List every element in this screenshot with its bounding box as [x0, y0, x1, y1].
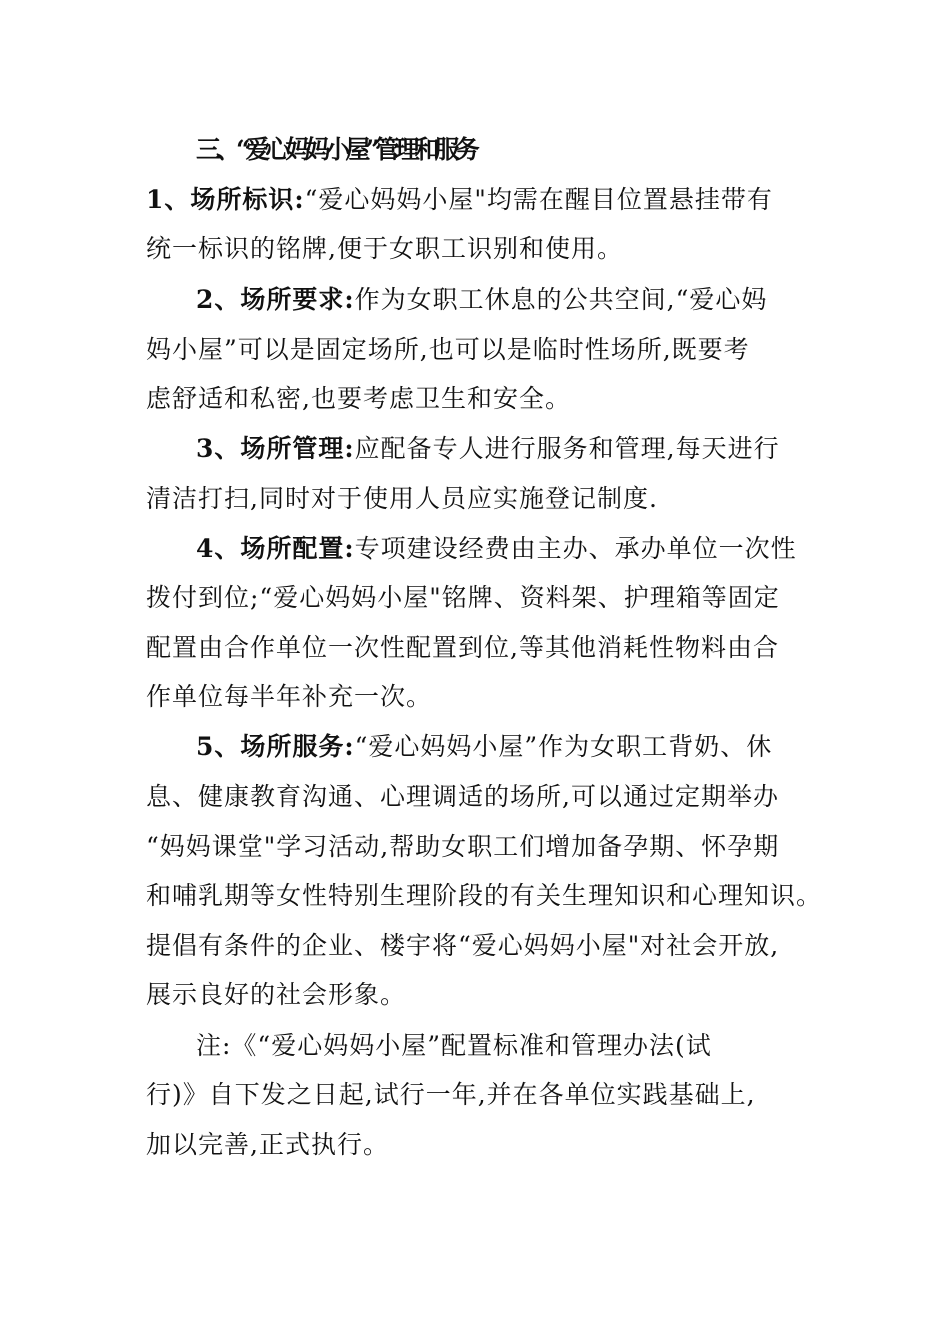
- s2-line-3: 虑舒适和私密,也要考虑卫生和安全。: [146, 384, 571, 413]
- s4-line-4: 作单位每半年补充一次。: [146, 682, 433, 711]
- s1-text-1: “爱心妈妈小屋"均需在醒目位置悬挂带有: [304, 185, 773, 214]
- s5-label: 5、场所服务:: [196, 732, 355, 761]
- s3-label: 3、场所管理:: [196, 434, 355, 463]
- s5-line-1: [196, 729, 826, 765]
- s5-line-2: 息、健康教育沟通、心理调适的场所,可以通过定期举办: [146, 782, 779, 811]
- s4-text-1: 专项建设经费由主办、承办单位一次性: [354, 534, 797, 563]
- section-heading: 三、“爱心妈妈小屋”管理和服务: [196, 135, 475, 164]
- s1-line-1: [146, 182, 826, 218]
- note-line-1: 注:《“爱心妈妈小屋”配置标准和管理办法(试: [196, 1031, 712, 1060]
- s3-text-1: 应配备专人进行服务和管理,每天进行: [354, 434, 780, 463]
- note-line-2: 行)》自下发之日起,试行一年,并在各单位实践基础上,: [146, 1080, 756, 1109]
- s1-label: 1、场所标识:: [146, 185, 305, 214]
- note-line-3: 加以完善,正式执行。: [146, 1130, 389, 1159]
- s5-line-3: “妈妈课堂"学习活动,帮助女职工们增加备孕期、怀孕期: [146, 832, 780, 861]
- s4-label: 4、场所配置:: [196, 534, 355, 563]
- s4-line-3: 配置由合作单位一次性配置到位,等其他消耗性物料由合: [146, 633, 779, 662]
- s2-label: 2、场所要求:: [196, 285, 355, 314]
- s5-line-4: 和哺乳期等女性特别生理阶段的有关生理知识和心理知识。: [146, 881, 823, 910]
- s5-text-1: “爱心妈妈小屋”作为女职工背奶、休: [354, 732, 773, 761]
- s4-line-2: 拨付到位;“爱心妈妈小屋"铭牌、资料架、护理箱等固定: [146, 583, 780, 612]
- s5-line-5: 提倡有条件的企业、楼宇将“爱心妈妈小屋"对社会开放,: [146, 931, 780, 960]
- s2-line-2: 妈小屋”可以是固定场所,也可以是临时性场所,既要考: [146, 335, 750, 364]
- s3-line-2: 清洁打扫,同时对于使用人员应实施登记制度.: [146, 484, 658, 513]
- s1-line-2: 统一标识的铭牌,便于女职工识别和使用。: [146, 234, 623, 263]
- s2-line-1: [196, 282, 826, 318]
- s2-text-1: 作为女职工休息的公共空间,“爱心妈: [354, 285, 768, 314]
- s3-line-1: [196, 431, 826, 467]
- s4-line-1: [196, 531, 826, 567]
- s5-line-6: 展示良好的社会形象。: [146, 980, 407, 1009]
